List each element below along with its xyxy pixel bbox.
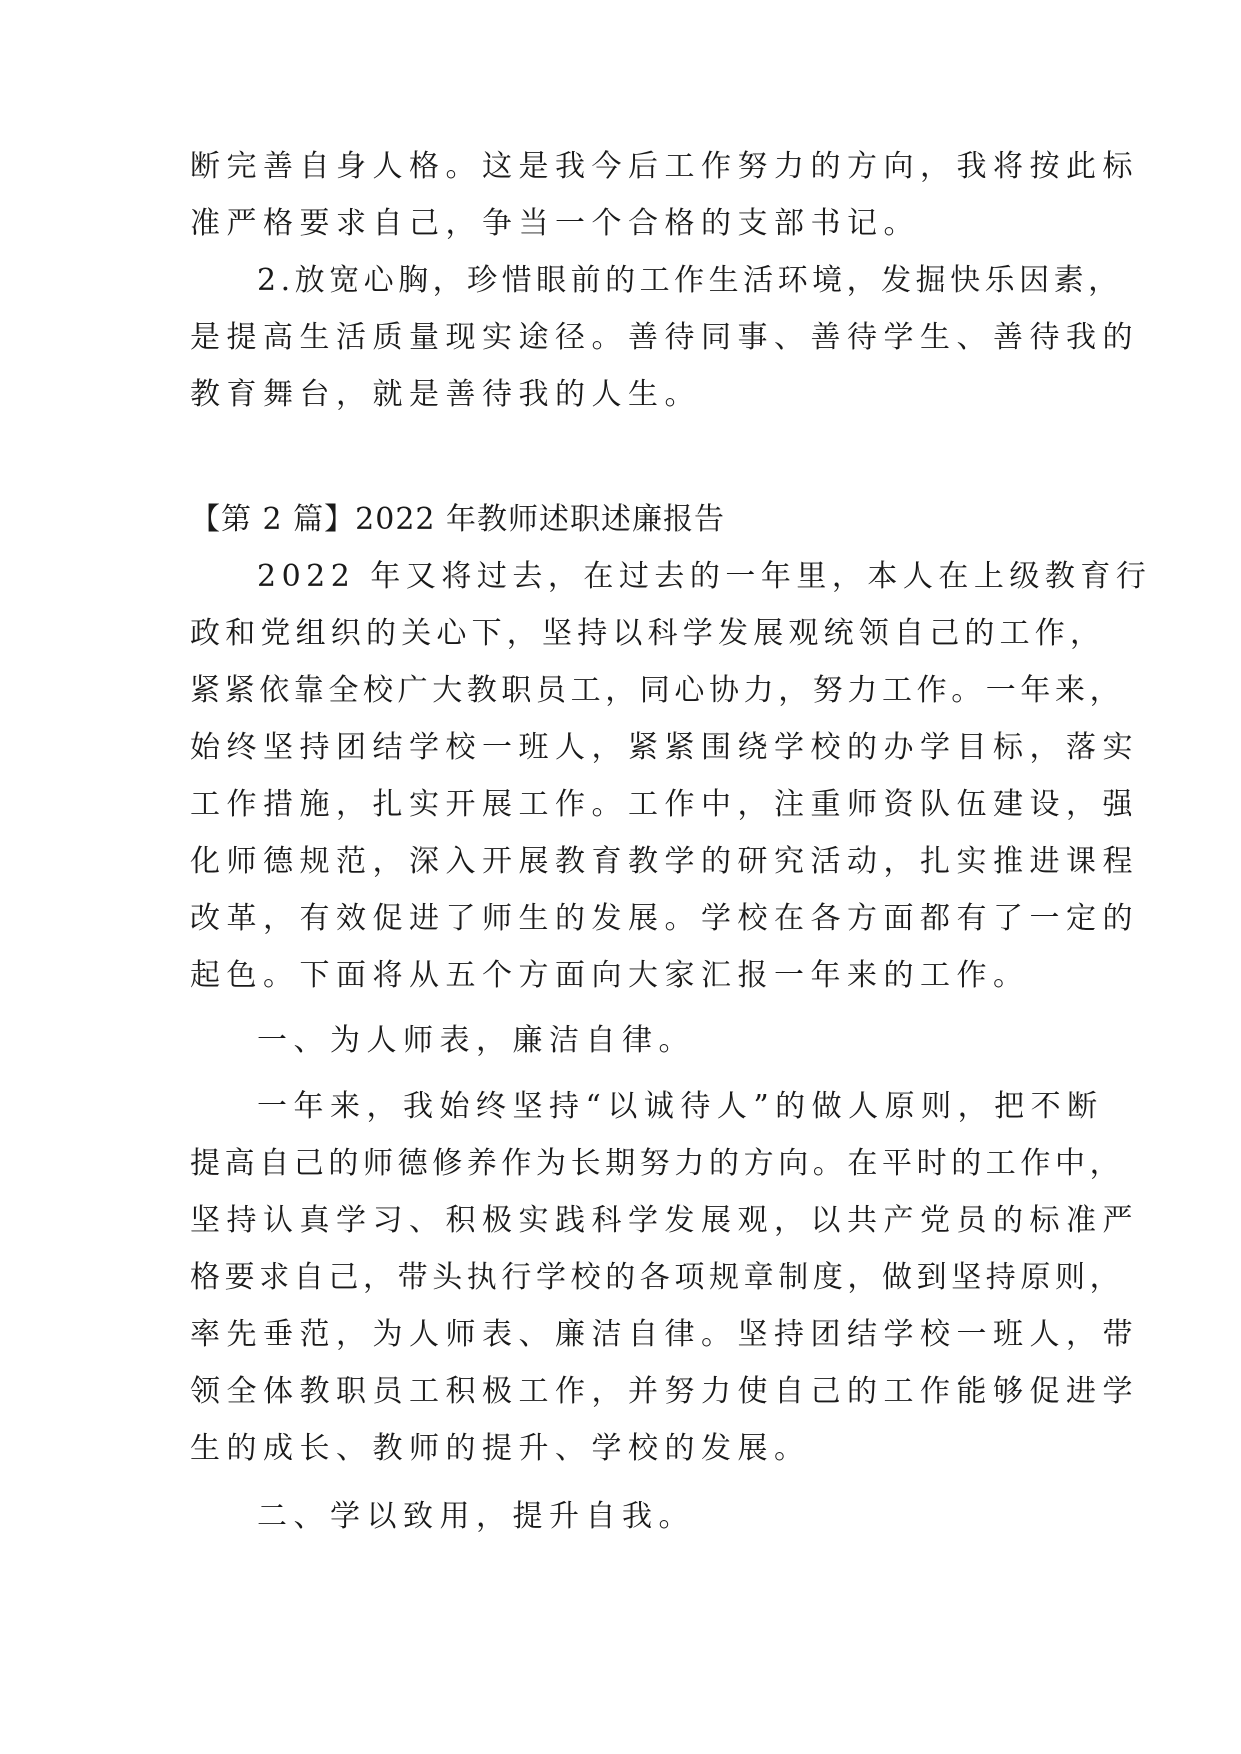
paragraph-line: 断完善自身人格。这是我今后工作努力的方向，我将按此标 [190, 149, 1139, 184]
section-heading: 一、为人师表，廉洁自律。 [257, 1023, 695, 1058]
paragraph-line: 准严格要求自己，争当一个合格的支部书记。 [190, 206, 920, 241]
article-title: 【第 2 篇】2022 年教师述职述廉报告 [190, 502, 726, 537]
paragraph-line: 领全体教职员工积极工作，并努力使自己的工作能够促进学 [190, 1374, 1139, 1409]
paragraph-line: 化师德规范，深入开展教育教学的研究活动，扎实推进课程 [190, 844, 1139, 879]
paragraph-line: 率先垂范，为人师表、廉洁自律。坚持团结学校一班人，带 [190, 1317, 1139, 1352]
paragraph-line: 提高自己的师德修养作为长期努力的方向。在平时的工作中， [190, 1146, 1125, 1181]
paragraph-line: 格要求自己，带头执行学校的各项规章制度，做到坚持原则， [190, 1260, 1125, 1295]
paragraph-line: 教育舞台，就是善待我的人生。 [190, 377, 701, 412]
paragraph-line: 坚持认真学习、积极实践科学发展观，以共产党员的标准严 [190, 1203, 1139, 1238]
paragraph-line: 2.放宽心胸，珍惜眼前的工作生活环境，发掘快乐因素， [257, 263, 1123, 298]
paragraph-line: 是提高生活质量现实途径。善待同事、善待学生、善待我的 [190, 320, 1139, 355]
paragraph-line: 一年来，我始终坚持“以诚待人”的做人原则，把不断 [257, 1089, 1104, 1124]
paragraph-line: 政和党组织的关心下，坚持以科学发展观统领自己的工作， [190, 616, 1106, 651]
paragraph-line: 紧紧依靠全校广大教职员工，同心协力，努力工作。一年来， [190, 673, 1125, 708]
paragraph-line: 工作措施，扎实开展工作。工作中，注重师资队伍建设，强 [190, 787, 1139, 822]
paragraph-line: 改革，有效促进了师生的发展。学校在各方面都有了一定的 [190, 901, 1139, 936]
paragraph-line: 起色。下面将从五个方面向大家汇报一年来的工作。 [190, 958, 1030, 993]
paragraph-line: 2022 年又将过去，在过去的一年里，本人在上级教育行 [257, 559, 1152, 594]
section-heading: 二、学以致用，提升自我。 [257, 1499, 695, 1534]
paragraph-line: 生的成长、教师的提升、学校的发展。 [190, 1431, 811, 1466]
paragraph-line: 始终坚持团结学校一班人，紧紧围绕学校的办学目标，落实 [190, 730, 1139, 765]
